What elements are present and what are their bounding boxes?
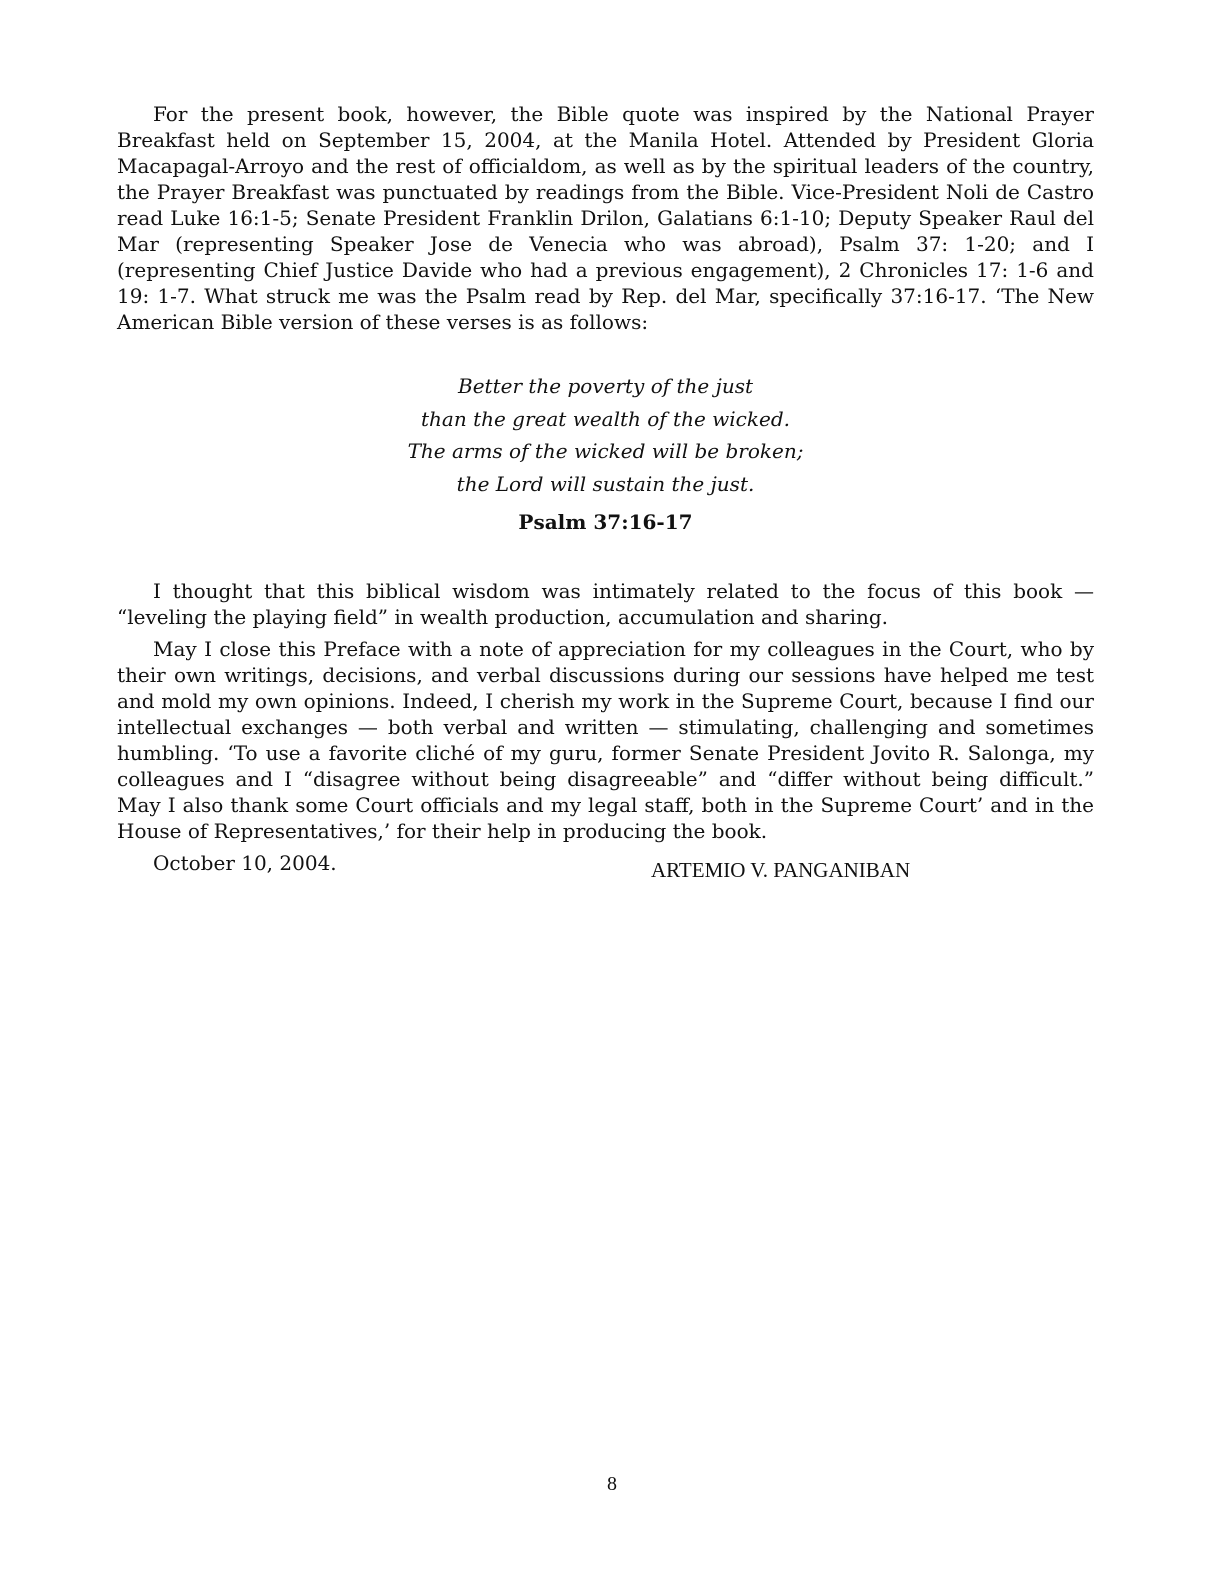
verse-line: the Lord will sustain the just. bbox=[456, 471, 755, 496]
verse-citation: Psalm 37:16-17 bbox=[518, 510, 693, 534]
paragraph-biblical-wisdom: I thought that this biblical wisdom was intimately related to the focus of this book — “leveling the playing field” in wealth production, accumulation and sharing. bbox=[117, 579, 1094, 629]
paragraph-appreciation: May I close this Preface with a note of appreciation for my colleagues in the Court, who by their own writings, decisions, and verbal discussions during our sessions have helped me test and mold my own opinions. Indeed, I cherish my work in the Supreme Court, because I find our intellectual exchanges — both verbal and written — stimulating, challenging and sometimes humbling. ‘To use a favorite cliché of my guru, former Senate President Jovito R. Salonga, my colleagues and I “disagree without being disagreeable” and “differ without being difficult.” May I also thank some Court officials and my legal staff, both in the Supreme Court’ and in the House of Representatives,’ for their help in producing the book. bbox=[117, 637, 1094, 843]
document-body bbox=[117, 101, 1094, 876]
preface-date: October 10, 2004. bbox=[153, 851, 337, 875]
verse-line: The arms of the wicked will be broken; bbox=[407, 439, 804, 463]
verse-line: than the great wealth of the wicked. bbox=[420, 406, 790, 431]
verse-line: Better the poverty of the just bbox=[458, 374, 753, 398]
author-signature: ARTEMIO V. PANGANIBAN bbox=[651, 858, 911, 882]
page-number: 8 bbox=[607, 1473, 617, 1495]
verse-quote bbox=[117, 370, 1094, 500]
paragraph-prayer-breakfast: For the present book, however, the Bible quote was inspired by the National Prayer Breakfast held on September 15, 2004, at the Manila Hotel. Attended by President Gloria Macapagal-Arroyo and the rest of officialdom, as well as by the spiritual leaders of the country, the Prayer Breakfast was punctuated by readings from the Bible. Vice-President Noli de Castro read Luke 16:1-5; Senate President Franklin Drilon, Galatians 6:1-10; Deputy Speaker Raul del Mar (representing Speaker Jose de Venecia who was abroad), Psalm 37: 1-20; and I (representing Chief Justice Davide who had a previous engagement), 2 Chronicles 17: 1-6 and 19: 1-7. What struck me was the Psalm read by Rep. del Mar, specifically 37:16-17. ‘The New American Bible version of these verses is as follows: bbox=[117, 102, 1094, 334]
